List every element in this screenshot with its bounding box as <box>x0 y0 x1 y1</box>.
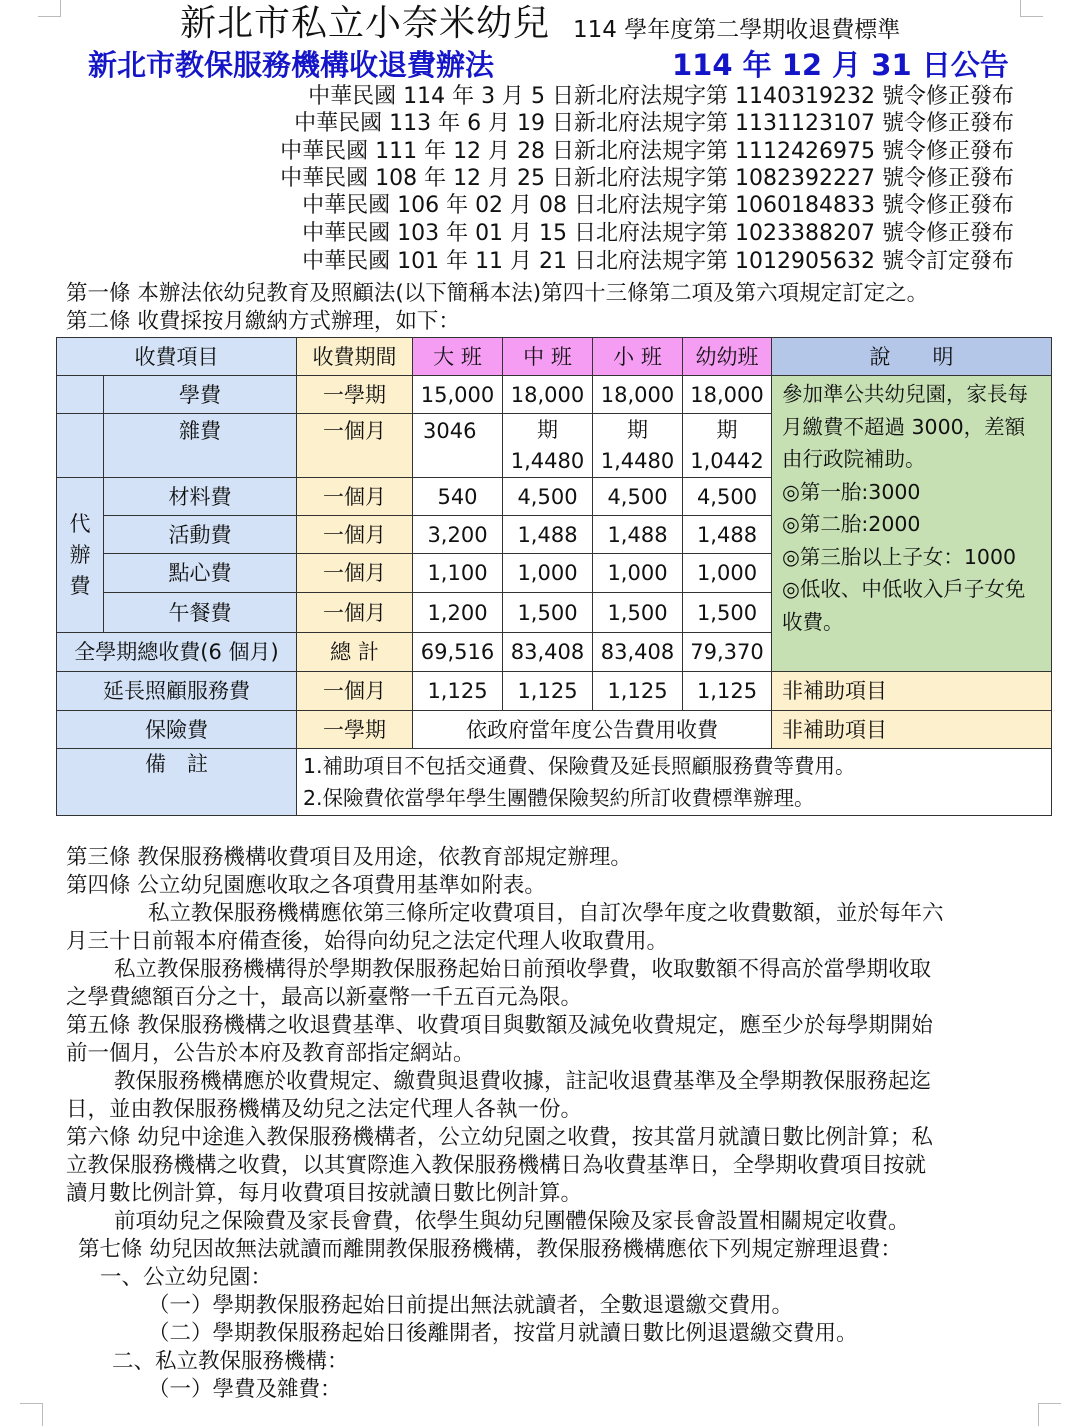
article-7-item-1: 一、公立幼兒園： <box>100 1265 273 1290</box>
row-period: 總 計 <box>297 633 413 672</box>
total-value: 83,408 <box>503 633 593 672</box>
row-period: 一個月 <box>297 478 413 516</box>
fee-value: 3,200 <box>413 516 503 554</box>
regulation-title: 新北市教保服務機構收退費辦法 <box>88 48 495 82</box>
fee-value: 1,125 <box>683 672 772 711</box>
fee-amount: 1,4480 <box>600 448 675 473</box>
remark-line: 1.補助項目不包括交通費、保險費及延長照顧服務費等費用。 <box>303 754 856 778</box>
article-4-para-3-cont: 之學費總額百分之十，最高以新臺幣一千五百元為限。 <box>66 985 583 1010</box>
fee-value: 1,125 <box>503 672 593 711</box>
header-item: 收費項目 <box>57 338 297 376</box>
fee-value: 1,000 <box>683 554 772 593</box>
article-7: 第七條 幼兒因故無法就讀而離開教保服務機構，教保服務機構應依下列規定辦理退費： <box>78 1237 902 1262</box>
fee-table <box>56 337 1052 816</box>
article-5-para-2: 教保服務機構應於收費規定、繳費與退費收據，註記收退費基準及全學期教保服務起迄 <box>114 1069 932 1094</box>
fee-value: 1,200 <box>413 593 503 633</box>
decree-line: 中華民國 114 年 3 月 5 日新北府法規字第 1140319232 號令修正發布 <box>308 84 1014 109</box>
row-period: 一個月 <box>297 414 413 478</box>
note-line: ◎第一胎:3000 <box>782 479 921 504</box>
fee-value: 18,000 <box>593 376 683 414</box>
fee-value: 1,488 <box>503 516 593 554</box>
fee-value: 15,000 <box>413 376 503 414</box>
fee-value-split <box>503 414 593 478</box>
total-value: 79,370 <box>683 633 772 672</box>
table-row <box>57 376 1052 414</box>
article-4: 第四條 公立幼兒園應收取之各項費用基準如附表。 <box>66 873 546 898</box>
article-6-cont-2: 讀月數比例計算，每月收費項目按就讀日數比例計算。 <box>66 1181 583 1206</box>
fee-value: 18,000 <box>683 376 772 414</box>
article-4-para-2-cont: 月三十日前報本府備查後，始得向幼兒之法定代理人收取費用。 <box>66 929 669 954</box>
fee-value: 1,488 <box>593 516 683 554</box>
article-7-item-1-1: （一）學期教保服務起始日前提出無法就讀者，全數退還繳交費用。 <box>148 1293 794 1318</box>
non-subsidy-note: 非補助項目 <box>772 711 1052 749</box>
fee-value: 1,500 <box>593 593 683 633</box>
decree-line: 中華民國 103 年 01 月 15 日北府法規字第 1023388207 號令修正發布 <box>302 221 1014 246</box>
fee-value-split <box>593 414 683 478</box>
article-6-para-2: 前項幼兒之保險費及家長會費，依學生與幼兒團體保險及家長會設置相關規定收費。 <box>114 1209 910 1234</box>
fee-prefix: 期 <box>716 417 738 442</box>
row-period: 一個月 <box>297 593 413 633</box>
table-row-extended-care <box>57 672 1052 711</box>
row-item: 延長照顧服務費 <box>57 672 297 711</box>
article-5-cont: 前一個月，公告於本府及教育部指定網站。 <box>66 1041 475 1066</box>
article-7-item-2-1: （一）學費及雜費： <box>148 1377 342 1402</box>
note-line: ◎第三胎以上子女：1000 <box>782 544 1017 569</box>
article-1: 第一條 本辦法依幼兒教育及照顧法(以下簡稱本法)第四十三條第二項及第六項規定訂定之。 <box>66 281 929 306</box>
table-row-remarks <box>57 749 1052 816</box>
semester-title: 114 學年度第二學期收退費標準 <box>573 17 901 43</box>
header-period: 收費期間 <box>297 338 413 376</box>
article-6: 第六條 幼兒中途進入教保服務機構者，公立幼兒園之收費，按其當月就讀日數比例計算；私 <box>66 1125 933 1150</box>
table-header-row <box>57 338 1052 376</box>
remark-line: 2.保險費依當學年學生團體保險契約所訂收費標準辦理。 <box>303 786 815 810</box>
decree-line: 中華民國 106 年 02 月 08 日北府法規字第 1060184833 號令修正發布 <box>302 193 1014 218</box>
decree-line: 中華民國 101 年 11 月 21 日北府法規字第 1012905632 號令訂定發布 <box>302 249 1014 274</box>
row-period: 一個月 <box>297 672 413 711</box>
fee-value: 1,000 <box>593 554 683 593</box>
note-line: ◎低收、中低收入戶子女免 <box>782 577 1026 601</box>
school-name: 新北市私立小奈米幼兒 <box>180 3 551 44</box>
row-item: 點心費 <box>104 554 297 593</box>
article-3: 第三條 教保服務機構收費項目及用途，依教育部規定辦理。 <box>66 845 632 870</box>
header-class-large: 大 班 <box>413 338 503 376</box>
fee-value: 4,500 <box>683 478 772 516</box>
decree-line: 中華民國 113 年 6 月 19 日新北府法規字第 1131123107 號令修正發布 <box>294 111 1014 136</box>
row-item: 學費 <box>104 376 297 414</box>
total-value: 69,516 <box>413 633 503 672</box>
row-period: 一學期 <box>297 376 413 414</box>
row-item: 雜費 <box>104 414 297 478</box>
note-line: 由行政院補助。 <box>782 447 926 471</box>
group-label-char: 費 <box>69 573 91 598</box>
decree-line: 中華民國 108 年 12 月 25 日新北府法規字第 1082392227 號令修正發布 <box>280 166 1014 191</box>
fee-amount: 1,4480 <box>510 448 585 473</box>
fee-value: 1,100 <box>413 554 503 593</box>
remarks-label: 備 註 <box>57 749 297 816</box>
subsidy-note <box>772 376 1052 672</box>
note-line: 收費。 <box>782 609 844 634</box>
fee-value: 1,488 <box>683 516 772 554</box>
row-item: 保險費 <box>57 711 297 749</box>
header-class-small: 小 班 <box>593 338 683 376</box>
table-row-insurance <box>57 711 1052 749</box>
group-label-char: 辦 <box>69 542 91 567</box>
fee-value: 1,500 <box>683 593 772 633</box>
fee-prefix: 期 <box>627 417 648 442</box>
header-class-middle: 中 班 <box>503 338 593 376</box>
group-label-agency-fees <box>57 478 104 633</box>
group-cell-empty <box>57 376 104 414</box>
fee-value: 540 <box>413 478 503 516</box>
row-period: 一個月 <box>297 554 413 593</box>
fee-value: 1,000 <box>503 554 593 593</box>
row-period: 一個月 <box>297 516 413 554</box>
page-corner-top-right <box>1020 0 1043 17</box>
row-item: 活動費 <box>104 516 297 554</box>
fee-value: 1,125 <box>593 672 683 711</box>
row-period: 一學期 <box>297 711 413 749</box>
article-2: 第二條 收費採按月繳納方式辦理，如下： <box>66 309 460 334</box>
header-class-toddler: 幼幼班 <box>683 338 772 376</box>
announcement-date: 114 年 12 月 31 日公告 <box>672 48 1009 82</box>
article-5-para-2-cont: 日，並由教保服務機構及幼兒之法定代理人各執一份。 <box>66 1097 583 1122</box>
row-item: 午餐費 <box>104 593 297 633</box>
decree-line: 中華民國 111 年 12 月 28 日新北府法規字第 1112426975 號令修正發布 <box>280 139 1014 164</box>
article-4-para-3: 私立教保服務機構得於學期教保服務起始日前預收學費，收取數額不得高於當學期收取 <box>114 957 932 982</box>
article-5: 第五條 教保服務機構之收退費基準、收費項目與數額及減免收費規定，應至少於每學期開始 <box>66 1013 933 1038</box>
insurance-value: 依政府當年度公告費用收費 <box>413 711 772 749</box>
article-6-cont: 立教保服務機構之收費，以其實際進入教保服務機構日為收費基準日，全學期收費項目按就 <box>66 1153 927 1178</box>
fee-value: 1,125 <box>413 672 503 711</box>
article-7-item-2: 二、私立教保服務機構： <box>112 1349 349 1374</box>
fee-value-split <box>683 414 772 478</box>
page-corner-top-left <box>38 0 61 17</box>
total-value: 83,408 <box>593 633 683 672</box>
article-4-para-2: 私立教保服務機構應依第三條所定收費項目，自訂次學年度之收費數額，並於每年六 <box>148 901 944 926</box>
note-line: 月繳費不超過 3000，差額 <box>782 414 1026 439</box>
fee-prefix: 期 <box>537 417 558 442</box>
group-cell-empty <box>57 414 104 478</box>
fee-value: 4,500 <box>503 478 593 516</box>
header-note: 說 明 <box>772 338 1052 376</box>
row-item: 材料費 <box>104 478 297 516</box>
fee-value: 18,000 <box>503 376 593 414</box>
fee-value: 4,500 <box>593 478 683 516</box>
note-line: 參加準公共幼兒園，家長每 <box>782 382 1028 406</box>
row-item: 全學期總收費(6 個月) <box>57 633 297 672</box>
fee-value: 1,500 <box>503 593 593 633</box>
article-7-item-1-2: （二）學期教保服務起始日後離開者，按當月就讀日數比例退還繳交費用。 <box>148 1321 858 1346</box>
note-line: ◎第二胎:2000 <box>782 512 921 536</box>
fee-amount: 1,0442 <box>690 448 764 473</box>
remarks-content <box>297 749 1052 816</box>
fee-value: 3046 <box>413 414 503 478</box>
group-label-char: 代 <box>69 511 91 536</box>
non-subsidy-note: 非補助項目 <box>772 672 1052 711</box>
